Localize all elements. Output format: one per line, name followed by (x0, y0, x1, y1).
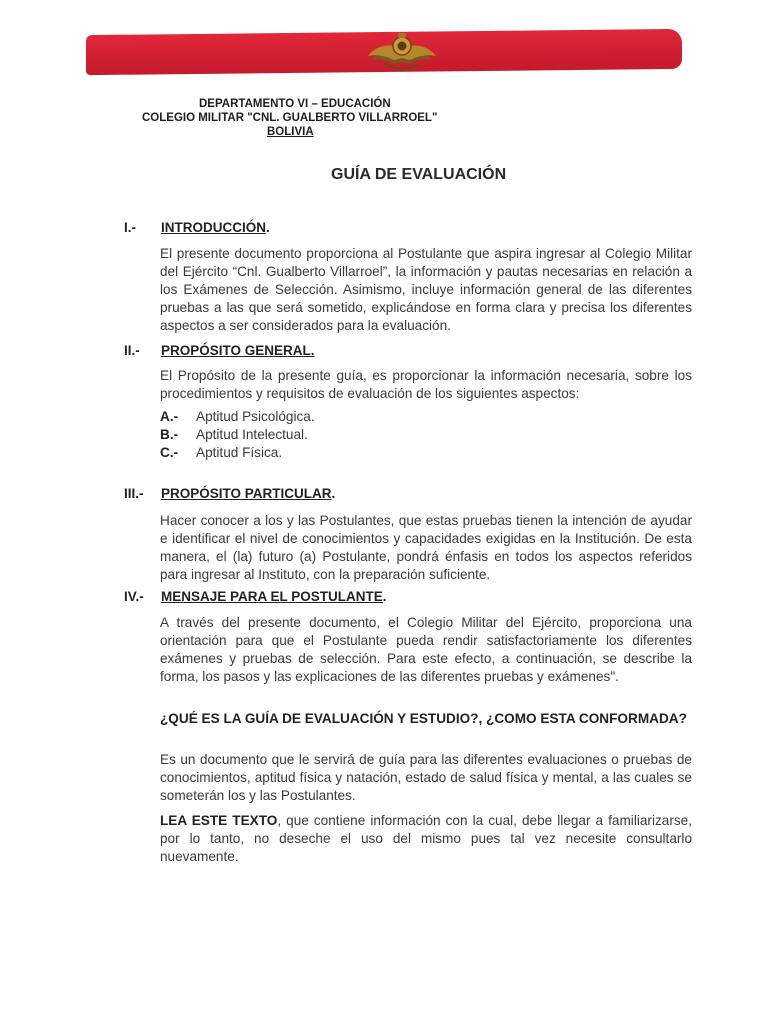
list-item-letter: A.- (160, 409, 179, 424)
reading-note-text: , que contiene información con la cual, debe llegar a familiarizarse, por lo tanto, no deseche el uso del mismo pues tal vez necesite consultarlo nuevamente. (160, 813, 692, 864)
list-item-text: Aptitud Intelectual. (196, 427, 308, 442)
section-2-paragraph: El Propósito de la presente guía, es proporcionar la información necesaria, sobre los procedimientos y requisitos de evaluación de los siguientes aspectos: (160, 368, 692, 401)
section-1-title: INTRODUCCIÓN (161, 220, 266, 235)
list-item (160, 409, 315, 424)
section-4-heading (161, 589, 387, 604)
section-2-heading (161, 343, 315, 358)
section-3-heading (161, 486, 335, 501)
list-item-letter: C.- (160, 445, 179, 460)
section-1-heading (161, 220, 270, 235)
page-title: GUÍA DE EVALUACIÓN (331, 166, 507, 183)
list-item-letter: B.- (160, 427, 179, 442)
section-3-title-suffix: . (331, 486, 336, 501)
section-2-number: II.- (124, 343, 140, 358)
faq-answer: Es un documento que le servirá de guía para las diferentes evaluaciones o pruebas de conocimientos, aptitud física y natación, estado de salud física y mental, a las cuales se someterán los y las Postulantes. (160, 752, 692, 803)
reading-note (160, 812, 692, 866)
section-4-paragraph: A través del presente documento, el Colegio Militar del Ejército, proporciona una orientación para que el Postulante pueda rendir satisfactoriamente los diferentes exámenes y pruebas de selección. Para este efecto, a continuación, se describe la forma, los pasos y las explicaciones de las diferentes pruebas y exámenes". (160, 615, 692, 684)
list-item-text: Aptitud Psicológica. (196, 409, 315, 424)
list-item-text: Aptitud Física. (196, 445, 283, 460)
list-item (160, 445, 282, 460)
section-4-number: IV.- (124, 589, 144, 604)
section-1-number: I.- (124, 220, 136, 235)
section-4-title: MENSAJE PARA EL POSTULANTE (161, 589, 383, 604)
section-1-paragraph: El presente documento proporciona al Postulante que aspira ingresar al Colegio Militar del Ejército “Cnl. Gualberto Villarroel”, la información y pautas necesarias en relación a los Exámenes de Selección. Asimismo, incluye información general de las diferentes pruebas a las que será sometido, explicándose en forma clara y precisa los diferentes aspectos a ser considerados para la evaluación. (160, 246, 692, 333)
military-crest-icon (364, 30, 440, 72)
list-item (160, 427, 308, 442)
reading-note-lead: LEA ESTE TEXTO (160, 813, 278, 828)
section-3-number: III.- (124, 486, 144, 501)
section-3-paragraph: Hacer conocer a los y las Postulantes, que estas pruebas tienen la intención de ayudar e identificar el nivel de conocimientos y capacidades exigidas en la Institución. De esta manera, el (la) futuro (a) Postulante, pondrá énfasis en todos los aspectos referidos para ingresar al Instituto, con la preparación suficiente. (160, 513, 692, 582)
section-3-title: PROPÓSITO PARTICULAR (161, 486, 332, 501)
country-line: BOLIVIA (267, 126, 314, 138)
section-2-title: PROPÓSITO GENERAL. (161, 343, 315, 358)
institution-line: COLEGIO MILITAR "CNL. GUALBERTO VILLARROEL" (142, 112, 438, 124)
section-4-title-suffix: . (382, 589, 387, 604)
section-1-title-suffix: . (266, 220, 270, 235)
department-line: DEPARTAMENTO VI – EDUCACIÓN (199, 98, 391, 110)
faq-question: ¿QUÉ ES LA GUÍA DE EVALUACIÓN Y ESTUDIO?, ¿COMO ESTA CONFORMADA? (160, 711, 687, 726)
